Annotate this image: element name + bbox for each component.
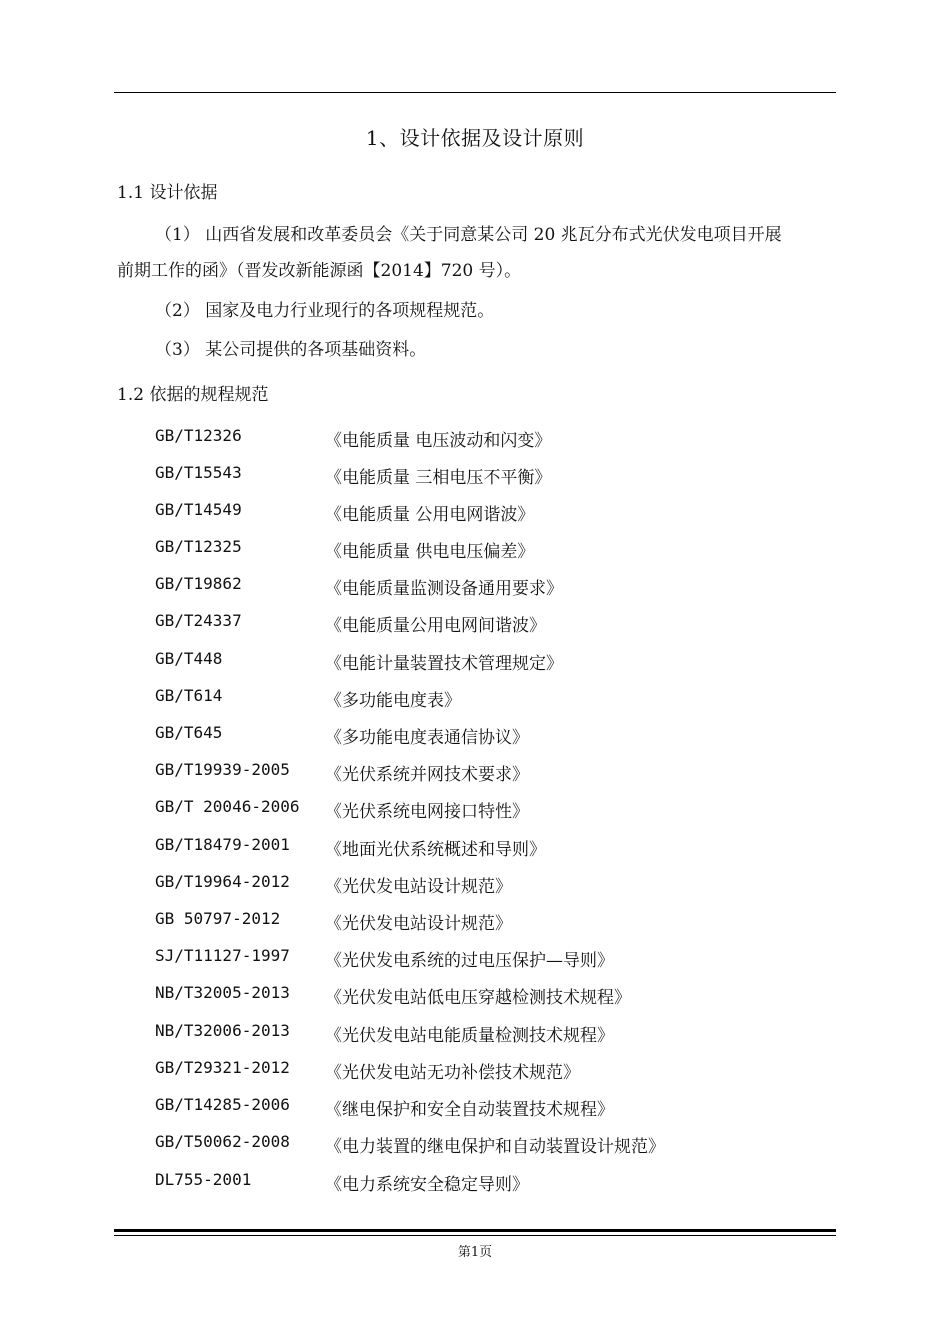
header-rule [114,92,836,93]
standard-code: GB/T18479-2001 [155,835,290,854]
basis-item-1-line-1: （1） 山西省发展和改革委员会《关于同意某公司 20 兆瓦分布式光伏发电项目开展 [155,225,782,245]
standard-code: GB 50797-2012 [155,909,281,928]
standard-code: GB/T 20046-2006 [155,797,300,816]
standard-code: GB/T24337 [155,611,242,630]
standard-code: GB/T19964-2012 [155,872,290,891]
standard-code: GB/T19862 [155,574,242,593]
standard-title: 《电能质量监测设备通用要求》 [325,579,563,599]
standard-code: GB/T12325 [155,537,242,556]
standard-code: GB/T15543 [155,463,242,482]
standard-code: DL755-2001 [155,1170,252,1189]
standard-title: 《电能质量 供电电压偏差》 [325,542,535,562]
page-number: 第1页 [457,1245,493,1260]
basis-item-2: （2） 国家及电力行业现行的各项规程规范。 [155,301,495,321]
standard-title: 《地面光伏系统概述和导则》 [325,840,546,860]
standard-code: GB/T448 [155,649,223,668]
standard-title: 《光伏发电站设计规范》 [325,877,512,897]
standard-title: 《光伏发电站低电压穿越检测技术规程》 [325,988,631,1008]
standard-title: 《电能质量 电压波动和闪变》 [325,431,552,451]
standard-title: 《继电保护和安全自动装置技术规程》 [325,1100,614,1120]
basis-item-1 [117,217,836,289]
page-title: 1、设计依据及设计原则 [365,126,585,150]
standard-code: GB/T14285-2006 [155,1095,290,1114]
standard-title: 《光伏发电系统的过电压保护—导则》 [325,951,614,971]
section-heading-1-2: 1.2 依据的规程规范 [117,385,269,405]
standard-title: 《光伏系统并网技术要求》 [325,765,529,785]
standard-title: 《多功能电度表》 [325,691,461,711]
standard-title: 《电能质量公用电网间谐波》 [325,616,546,636]
standard-title: 《电力系统安全稳定导则》 [325,1175,529,1195]
standard-title: 《电能质量 三相电压不平衡》 [325,468,552,488]
standard-title: 《光伏系统电网接口特性》 [325,802,529,822]
standard-code: GB/T645 [155,723,223,742]
footer-rule-thin [114,1235,836,1236]
standard-title: 《电力装置的继电保护和自动装置设计规范》 [325,1137,665,1157]
standard-code: NB/T32005-2013 [155,983,290,1002]
footer-rule-thick [114,1229,836,1232]
standard-code: GB/T19939-2005 [155,760,290,779]
standard-code: GB/T12326 [155,426,242,445]
standard-code: GB/T614 [155,686,223,705]
standard-code: GB/T14549 [155,500,242,519]
section-heading-1-1: 1.1 设计依据 [117,183,218,203]
standard-code: GB/T50062-2008 [155,1132,290,1151]
standard-title: 《光伏发电站电能质量检测技术规程》 [325,1026,614,1046]
standard-title: 《电能计量装置技术管理规定》 [325,654,563,674]
standard-code: GB/T29321-2012 [155,1058,290,1077]
standard-code: SJ/T11127-1997 [155,946,290,965]
basis-item-1-line-2: 前期工作的函》（晋发改新能源函【2014】720 号）。 [117,261,522,281]
standard-title: 《光伏发电站无功补偿技术规范》 [325,1063,580,1083]
basis-item-3: （3） 某公司提供的各项基础资料。 [155,340,427,360]
standard-title: 《电能质量 公用电网谐波》 [325,505,535,525]
standard-title: 《多功能电度表通信协议》 [325,728,529,748]
standard-code: NB/T32006-2013 [155,1021,290,1040]
standard-title: 《光伏发电站设计规范》 [325,914,512,934]
